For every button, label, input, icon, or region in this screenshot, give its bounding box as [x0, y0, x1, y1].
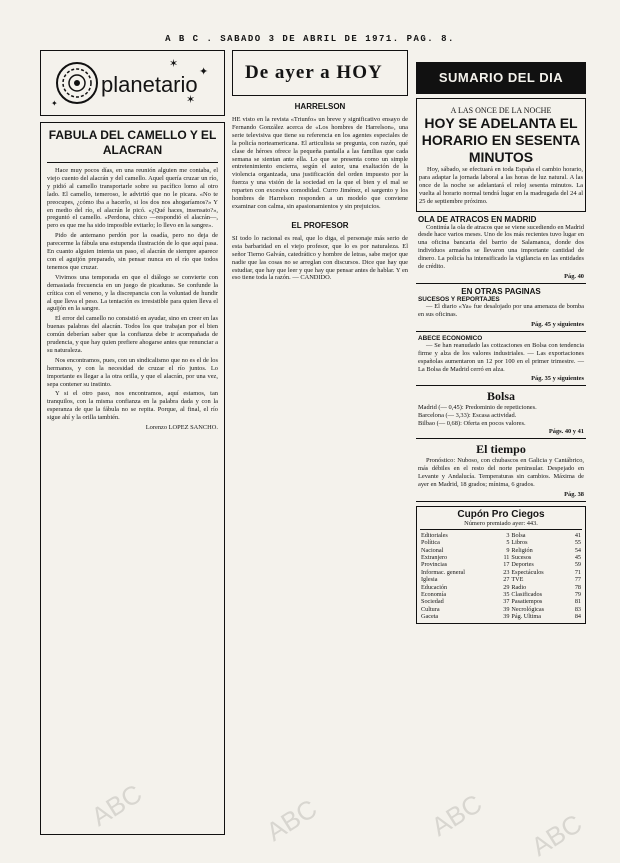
index-page: 23: [503, 568, 510, 576]
bolsa-page-ref: Págs. 40 y 41: [548, 428, 584, 436]
index-row: [420, 576, 582, 583]
planetario-logo-box: [40, 50, 225, 116]
index-page: 79: [574, 591, 581, 598]
index-page: 55: [574, 539, 581, 547]
bolsa-line: Barcelona (— 3,33): Escasa actividad.: [418, 412, 517, 420]
index-label: Cultura: [421, 605, 440, 613]
index-label: Educación: [421, 583, 448, 591]
harrelson-text: HE visto en la revista «Triunfo» un breve y significativo ensayo de Fernando González acerca de «Los hombres de Harrelson», una serie televisiva que tiene su referencia en los agentes especiales de la policía norteamericana. El articulista se pregunta, con razón, qué clase de héroes ofrece la pequeña pantalla a las familias que cada semana se sientan ante ella. Lo que se presenta como un simple entretenimiento encierra, según el autor, una exaltación de la violencia organizada, una justificación del orden impuesto por la fuerza y una visión de la sociedad en la que el bien y el mal se reparten con excesiva comodidad. Curro Jiménez, el sargento y los hombres de Harrelson responden a un modelo que conviene examinar con calma, sin apasionamientos y sin prejuicios.: [232, 116, 408, 210]
index-row: [420, 561, 582, 568]
bolsa-title: Bolsa: [486, 389, 515, 404]
watermark: ABC: [525, 808, 588, 862]
profesor-text: SI todo lo racional es real, que lo diga, el personaje más serio de esta barbaridad en el viejo profesor, que lo es por naturaleza. El señor Tierno Galván, catedrático y hombre de letras, sabe mejor que nadie que las cosas no se arreglan con discursos. Dice que hay que estudiar, que hay que leer y que hay que pensar antes de hablar. Y en eso tiene toda la razón. — CANDIDO.: [232, 234, 408, 282]
index-page: 29: [503, 583, 510, 591]
article-paragraph: Pido de antemano perdón por la osadía, pero no deja de parecerme la fábula una estupenda ilustración de lo que aquí pasa. En cuanto alguien intenta un paso, el alacrán de siempre aparece con el aguijón preparado, sin pensar nunca en el río que todos tenemos que cruzar.: [47, 232, 218, 271]
index-page: 27: [503, 576, 510, 584]
watermark: ABC: [425, 788, 488, 842]
index-label: Política: [421, 539, 440, 547]
eco-page-ref: Pág. 35 y siguientes: [531, 375, 584, 383]
harrelson-heading: HARRELSON: [294, 102, 346, 111]
index-row: [420, 591, 582, 598]
tiempo-section: [416, 439, 586, 502]
page-header: A B C . SABADO 3 DE ABRIL DE 1971. PAG. 8.: [165, 34, 455, 44]
index-page: 81: [574, 598, 581, 606]
atracos-title: OLA DE ATRACOS EN MADRID: [418, 214, 537, 224]
index-label: Clasificados: [511, 591, 542, 598]
horario-text: Hoy, sábado, se efectuará en toda España el cambio horario, para adaptar la jornada laboral a las horas de luz natural. A las once de la noche se adelantará el reloj sesenta minutos. La vuelta al horario normal tendrá lugar en la madrugada del 24 al 25 de septiembre próximo.: [419, 166, 583, 205]
planetario-column: [40, 50, 225, 840]
index-page: 45: [574, 553, 581, 561]
eco-title: ABECE ECONOMICO: [418, 334, 483, 342]
otras-text: — El diario «Ya» fue desalojado por una amenaza de bomba en sus oficinas.: [418, 302, 584, 318]
bolsa-line: Bilbao (— 0,68): Oferta en pocos valores.: [418, 420, 526, 428]
planetario-title: planetario: [101, 72, 198, 97]
horario-headline: HOY SE ADELANTA EL HORARIO EN SESENTA MINUTOS: [421, 115, 581, 165]
index-table: [420, 532, 582, 621]
tiempo-page-ref: Pág. 38: [564, 490, 584, 498]
index-row: [420, 532, 582, 539]
index-label: Pág. Ultima: [511, 613, 541, 621]
otras-title: EN OTRAS PAGINAS: [461, 286, 541, 296]
article-paragraph: Nos encontramos, pues, con un sindicalismo que no es el de los hermanos, y con la necesidad de cruzar el río juntos. Lo importante es llegar a la otra orilla, y que el alacrán, por una vez, sepa contener su instinto.: [47, 356, 218, 388]
index-page: 9: [506, 546, 510, 554]
index-label: Nacional: [421, 546, 444, 554]
index-page: 37: [503, 598, 510, 606]
watermark: ABC: [260, 793, 323, 847]
index-page: 39: [503, 605, 510, 613]
profesor-heading: EL PROFESOR: [291, 220, 349, 230]
star-icon: ✶: [186, 94, 196, 106]
planetario-article: [40, 122, 225, 835]
index-page: 71: [574, 568, 581, 576]
index-label: Editoriales: [421, 531, 448, 539]
index-row: [420, 584, 582, 591]
index-page: 59: [574, 561, 581, 569]
index-label: Deportes: [511, 561, 534, 569]
article-paragraph: Hace muy pocos días, en una reunión alguien me contaba, el viejo cuento del alacrán y del camello. Aquel quería cruzar un río, y pidió al camello transportarle sobre su pacífico lomo al otro lado. El camello, temeroso, le advirtió que no le picara. «No te preocupes, ¿cómo iba a hacerlo, si los dos nos ahogaríamos?» Y en medio del río, el alacrán le picó. «¿Qué haces, insensato?», preguntó el camello. «Perdona, chico —respondió el alacrán—, pero es que me ha sido imposible evitarlo; lo llevo en la sangre».: [47, 167, 218, 230]
otras-subtitle: SUCESOS Y REPORTAJES: [418, 295, 500, 303]
tiempo-title: El tiempo: [476, 442, 526, 457]
sumario-banner: SUMARIO DEL DIA: [416, 62, 586, 94]
index-row: [420, 569, 582, 576]
otras-section: [416, 284, 586, 332]
index-page: 54: [574, 546, 581, 554]
index-page: 83: [574, 605, 581, 613]
sumario-column: [416, 62, 586, 842]
cupon-section: [416, 506, 586, 624]
index-label: Bolsa: [511, 531, 526, 539]
index-label: Sociedad: [421, 598, 444, 606]
index-label: Extranjero: [421, 553, 448, 561]
article-paragraph: El error del camello no consistió en ayudar, sino en creer en las buenas palabras del alacrán. Todos los que trabajan por el bien común deberían saber que la confianza debe ir acompañada de prudencia, y que hay quien prefiere ahogarse antes que renunciar a su naturaleza.: [47, 315, 218, 354]
index-label: Economía: [421, 591, 447, 598]
planet-logo-icon: [55, 61, 99, 105]
index-label: Iglesia: [421, 576, 438, 584]
atracos-section: [416, 212, 586, 284]
index-page: 41: [574, 531, 581, 539]
index-label: Provincias: [421, 561, 448, 569]
article-paragraph: Vivimos una temporada en que el diálogo se convierte con demasiada frecuencia en un juego de picaduras. Se confunde la crítica con el veneno, y la discrepancia con la voluntad de hundir al que lleva el peso. La tentación es irresistible para quien lleva el aguijón en la sangre.: [47, 273, 218, 313]
index-label: Informac. general: [421, 568, 465, 576]
otras-page-ref: Pág. 45 y siguientes: [531, 320, 584, 328]
planetario-headline: FABULA DEL CAMELLO Y EL ALACRAN: [47, 128, 218, 163]
index-label: Radio: [511, 583, 527, 591]
index-page: 84: [574, 613, 581, 621]
index-label: TVE: [511, 576, 524, 584]
eco-section: [416, 332, 586, 387]
bolsa-section: [416, 386, 586, 439]
atracos-page-ref: Pág. 40: [564, 272, 584, 280]
index-label: Religión: [511, 546, 533, 554]
index-row: [420, 613, 582, 620]
horario-kicker: A LAS ONCE DE LA NOCHE: [450, 106, 552, 115]
index-label: Pasatiempos: [511, 598, 543, 606]
article-paragraph: Y si el otro paso, nos encontramos, aquí estamos, tan tranquilos, con la misma confianza en la palabra dada y con la esperanza de que la fábula no se repita. Porque, al final, el río sigue ahí y la orilla también.: [47, 390, 218, 422]
index-label: Espectáculos: [511, 568, 544, 576]
index-page: 78: [574, 583, 581, 591]
bolsa-line: Madrid (— 0,45): Predominio de repeticiones.: [418, 404, 537, 412]
horario-section: [416, 98, 586, 212]
index-label: Sucesos: [511, 553, 532, 561]
tiempo-text: Pronóstico: Nuboso, con chubascos en Galicia y Cantábrico, más débiles en el resto del norte peninsular. Despejado en Levante y Andalucía. Temperaturas sin cambios. Máxima de ayer en Madrid, 18 grados; mínima, 6 grados.: [418, 457, 584, 488]
watermark: ABC: [85, 778, 148, 832]
index-page: 11: [503, 553, 510, 561]
index-page: 35: [503, 591, 510, 598]
index-page: 5: [506, 539, 510, 547]
index-row: [420, 598, 582, 605]
index-label: Gaceta: [421, 613, 439, 621]
index-page: 3: [506, 531, 510, 539]
index-label: Libros: [511, 539, 528, 547]
star-icon: ✦: [199, 66, 209, 78]
index-label: Necrológicas: [511, 605, 545, 613]
star-icon: ✦: [51, 99, 58, 108]
deayer-column: [232, 50, 408, 840]
index-page: 39: [503, 613, 510, 621]
deayer-title: De ayer a HOY: [245, 62, 383, 83]
index-row: [420, 554, 582, 561]
index-row: [420, 547, 582, 554]
index-page: 77: [574, 576, 581, 584]
star-icon: ✶: [169, 58, 179, 70]
eco-text: — Se han reanudado las cotizaciones en Bolsa con tendencia firme y alza de los valores industriales. — Las exportaciones españolas aumentaron un 12 por 100 en el primer trimestre. — La Bolsa de Madrid cerró en alza.: [418, 341, 584, 373]
index-row: [420, 606, 582, 613]
index-row: [420, 539, 582, 546]
deayer-logo-box: [232, 50, 408, 96]
cupon-number: Número premiado ayer: 443.: [420, 520, 582, 530]
atracos-text: Continúa la ola de atracos que se viene sucediendo en Madrid desde hace varios meses. Uno de los más recientes tuvo lugar en una oficina bancaria del barrio de Salamanca, donde dos individuos armados se llevaron una importante cantidad de dinero. La policía ha intensificado la vigilancia en las entidades de crédito.: [418, 223, 584, 271]
index-page: 17: [503, 561, 510, 569]
cupon-title: Cupón Pro Ciegos: [457, 508, 545, 520]
article-signature: Lorenzo LOPEZ SANCHO.: [145, 424, 218, 432]
